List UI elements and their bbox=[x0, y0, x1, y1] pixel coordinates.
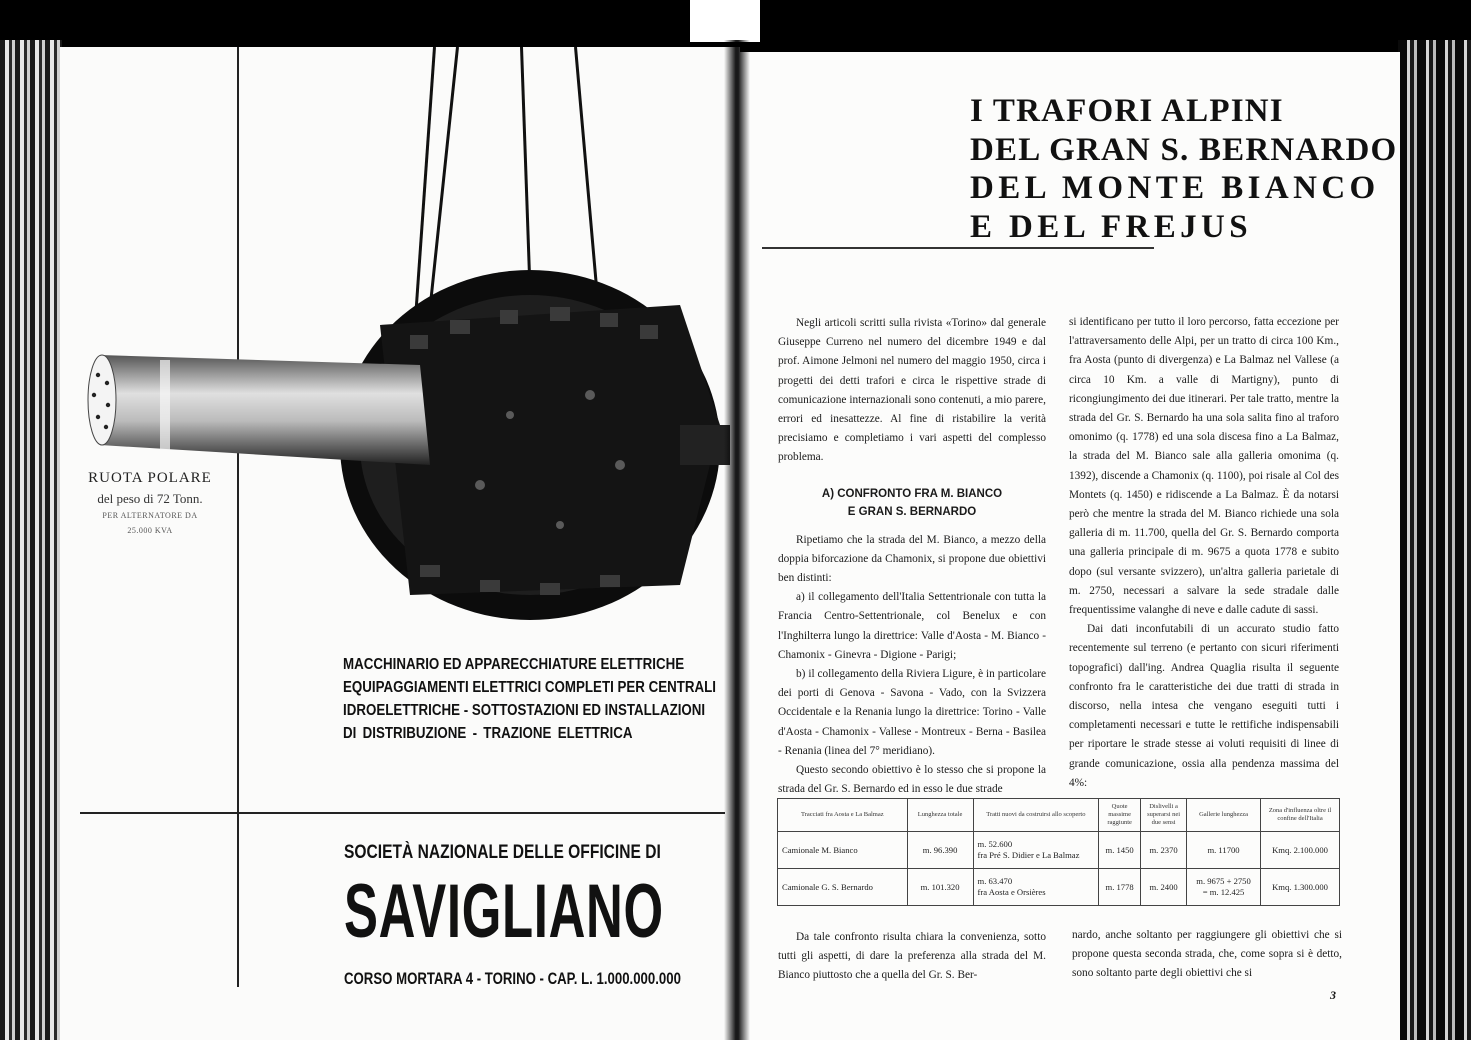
table-cell: m. 1450 bbox=[1099, 832, 1141, 869]
title-line: DEL GRAN S. BERNARDO bbox=[970, 131, 1398, 168]
table-cell bbox=[1187, 832, 1261, 869]
article-column-3 bbox=[778, 928, 1046, 986]
article-column-1 bbox=[778, 314, 1046, 799]
table-header: Gallerie lunghezza bbox=[1187, 799, 1261, 832]
table-cell: m. 2370 bbox=[1141, 832, 1187, 869]
caption-power: 25.000 KVA bbox=[127, 526, 173, 535]
section-heading-line: E GRAN S. BERNARDO bbox=[847, 505, 977, 518]
advert-horizontal-rule bbox=[80, 812, 725, 814]
table-cell: m. 1778 bbox=[1099, 869, 1141, 906]
paragraph: Dai dati inconfutabili di un accurato studio fatto recentemente sul terreno (e pertanto con sicuri riferimenti topografici) dall'ing. Andrea Quaglia risulta il seguente confronto fra le caratteristiche dei due tratti di strada in discorso, nella intesa che vengano eseguiti tutti i completamenti necessari e tutte le rettifiche indispensabili per riportare le strade stesse ai voluti requisiti di linee di grande comunicazione, ossia alla pendenza massima del 4%: bbox=[1069, 623, 1339, 789]
description-line: EQUIPAGGIAMENTI ELETTRICI COMPLETI PER CENTRALI bbox=[343, 679, 717, 696]
table-row bbox=[778, 869, 1340, 906]
advert-address: CORSO MORTARA 4 - TORINO - CAP. L. 1.000.000.000 bbox=[344, 970, 681, 988]
section-heading-line: A) CONFRONTO FRA M. BIANCO bbox=[821, 487, 1003, 500]
paragraph: b) il collegamento della Riviera Ligure, è in particolare dei porti di Genova - Savona - Vado, con la Svizzera Occidentale e la Renania lungo la direttrice: Torino - Valle d'Aosta - Chamonix - Vallese - Montreux - Berna - Basilea - Renania (linea del 7° meridiano). bbox=[778, 668, 1046, 757]
caption-alternator: PER ALTERNATORE DA bbox=[102, 511, 198, 520]
cell-line: m. 63.470 bbox=[977, 876, 1013, 886]
paragraph: Negli articoli scritti sulla rivista «Torino» dal generale Giuseppe Curreno nel numero del dicembre 1949 e dal prof. Aimone Jelmoni nel numero del maggio 1950, circa i progetti dei detti trafori e circa le rispettive strade di comunicazione internazionali sono contenuti, a mio parere, errori ed inesattezze. Al fine di ristabilire la verità precisiamo e completiamo i vari aspetti del complesso problema. bbox=[778, 317, 1046, 464]
paragraph: nardo, anche soltanto per raggiungere gli obiettivi che si propone questa seconda strada, che, come sopra si è detto, sono soltanto parte degli obiettivi che si bbox=[1072, 929, 1342, 980]
table-cell bbox=[973, 832, 1099, 869]
paragraph: Da tale confronto risulta chiara la convenienza, sotto tutti gli aspetti, di dare la preferenza alla strada del M. Bianco piuttosto che a quella del Gr. S. Ber- bbox=[778, 931, 1046, 982]
cell-line: fra Pré S. Didier e La Balmaz bbox=[977, 850, 1080, 860]
polar-wheel-photo bbox=[80, 265, 740, 645]
table-cell: Camionale M. Bianco bbox=[778, 832, 908, 869]
article-column-4 bbox=[1072, 926, 1342, 984]
table-cell bbox=[973, 869, 1099, 906]
title-line: DEL MONTE BIANCO bbox=[970, 170, 1380, 206]
table-header: Zona d'influenza oltre il confine dell'Italia bbox=[1261, 799, 1340, 832]
section-heading bbox=[778, 485, 1046, 521]
table-row bbox=[778, 832, 1340, 869]
caption-title: RUOTA POLARE bbox=[88, 470, 212, 486]
cell-line: m. 11700 bbox=[1207, 844, 1240, 855]
paragraph: a) il collegamento dell'Italia Settentrionale con tutta la Francia Centro-Settentrionale, col Benelux e con l'Inghilterra lungo la direttrice: Valle d'Aosta - M. Bianco - Chamonix - Ginevra - Digione - Parigi; bbox=[778, 591, 1046, 661]
paragraph: si identificano per tutto il loro percorso, fatta eccezione per l'attraversamento delle Alpi, per un tratto di circa 100 Km., fra Aosta (punto di divergenza) e La Balmaz nel Vallese (a circa 10 Km. a valle di Martigny), punto di ricongiungimento dei due itinerari. Per tale tratto, mentre la strada del Gr. S. Bernardo ha una sola salita fino al traforo omonimo (q. 1778) ed una sola discesa fino a La Balmaz, la strada del M. Bianco sale alla galleria omonima (q. 1392), discende a Chamonix (q. 1100), poi risale al Col des Montets (q. 1450) e ridiscende a La Balmaz. È da notarsi però che mentre la strada del M. Bianco richiede una sola galleria di m. 11.700, quella del Gr. S. Bernardo comporta una galleria principale di m. 9675 a quota 1778 e subito dopo (sul versante svizzero), un'altra galleria parietale di m. 2750, necessari a salvare la sede stradale dalle frequentissime valanghe di neve e dalle cadute di sassi. bbox=[1069, 316, 1339, 617]
description-line: MACCHINARIO ED APPARECCHIATURE ELETTRICHE bbox=[343, 656, 685, 673]
table-cell: Kmq. 2.100.000 bbox=[1261, 832, 1340, 869]
table-header-row bbox=[778, 799, 1340, 832]
advert-brand: SAVIGLIANO bbox=[344, 869, 664, 954]
table-header: Lunghezza totale bbox=[907, 799, 973, 832]
cell-line: = m. 12.425 bbox=[1202, 887, 1245, 897]
title-line: I TRAFORI ALPINI bbox=[970, 93, 1284, 129]
table-header: Tratti nuovi da costruirsi allo scoperto bbox=[973, 799, 1099, 832]
cell-line: m. 52.600 bbox=[977, 839, 1013, 849]
article-column-2 bbox=[1069, 313, 1339, 793]
title-rule bbox=[762, 247, 1154, 249]
book-gutter-shadow bbox=[724, 40, 750, 1040]
description-line: DI DISTRIBUZIONE - TRAZIONE ELETTRICA bbox=[343, 725, 633, 742]
table-cell: m. 2400 bbox=[1141, 869, 1187, 906]
comparison-table bbox=[777, 798, 1340, 906]
paragraph: Questo secondo obiettivo è lo stesso che si propone la strada del Gr. S. Bernardo ed in esso le due strade bbox=[778, 764, 1046, 796]
title-line: E DEL FREJUS bbox=[970, 208, 1253, 245]
table-header: Tracciati fra Aosta e La Balmaz bbox=[778, 799, 908, 832]
advert-company-name: SOCIETÀ NAZIONALE DELLE OFFICINE DI bbox=[344, 842, 661, 863]
paragraph: Ripetiamo che la strada del M. Bianco, a mezzo della doppia biforcazione da Chamonix, si propone due obiettivi ben distinti: bbox=[778, 533, 1046, 585]
book-spine-right bbox=[1398, 40, 1471, 1040]
cell-line: m. 9675 + 2750 bbox=[1196, 876, 1251, 886]
table-header: Dislivelli a superarsi nei due sensi bbox=[1141, 799, 1187, 832]
table-cell bbox=[1187, 869, 1261, 906]
table-cell: m. 101.320 bbox=[907, 869, 973, 906]
photo-caption bbox=[70, 470, 230, 537]
table-cell: m. 96.390 bbox=[907, 832, 973, 869]
advert-product-description bbox=[343, 653, 717, 745]
description-line: IDROELETTRICHE - SOTTOSTAZIONI ED INSTALLAZIONI bbox=[343, 702, 706, 719]
caption-weight: del peso di 72 Tonn. bbox=[97, 491, 203, 506]
article-title bbox=[970, 92, 1398, 246]
table-header: Quote massime raggiunte bbox=[1099, 799, 1141, 832]
table-cell: Camionale G. S. Bernardo bbox=[778, 869, 908, 906]
cell-line: fra Aosta e Orsières bbox=[977, 887, 1046, 897]
table-cell: Kmq. 1.300.000 bbox=[1261, 869, 1340, 906]
scan-top-tab bbox=[690, 0, 760, 42]
book-spine-left bbox=[0, 40, 62, 1040]
page-number: 3 bbox=[1330, 988, 1336, 1002]
